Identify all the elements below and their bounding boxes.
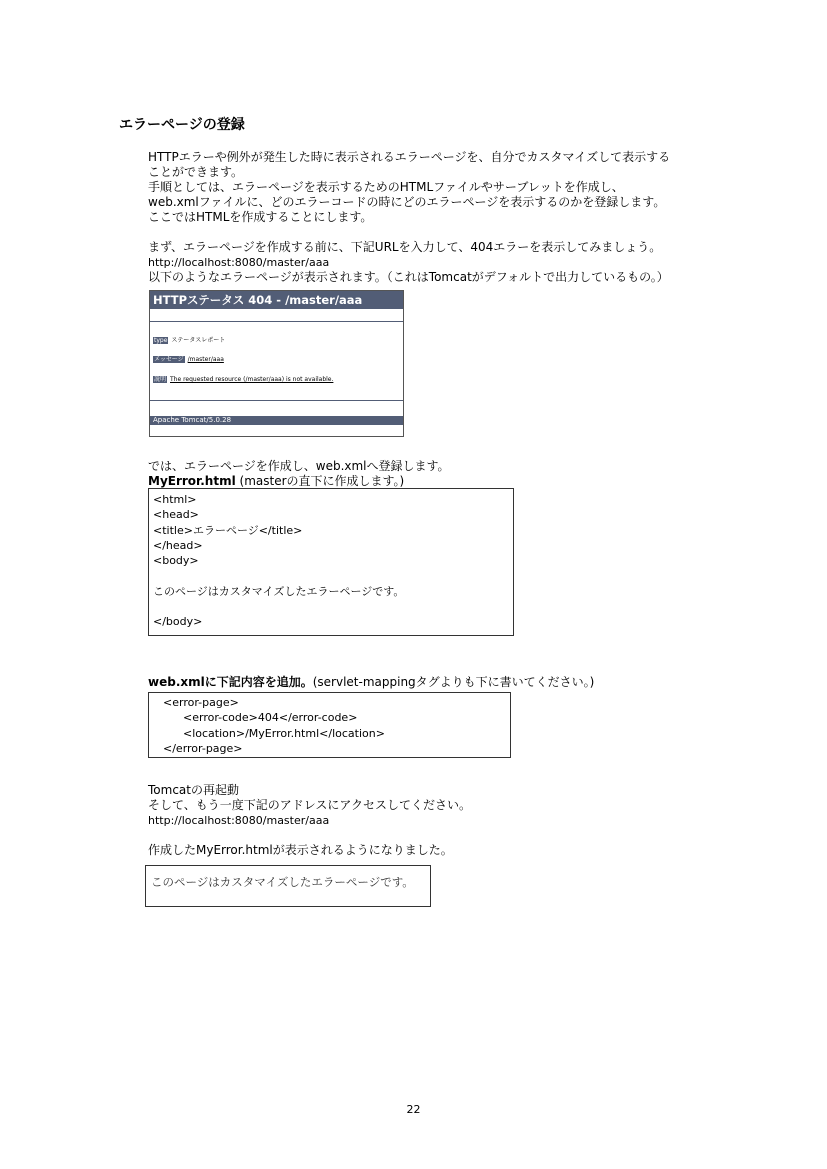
step4-line: 作成したMyError.htmlが表示されるようになりました。 bbox=[148, 843, 453, 857]
tomcat-type-row bbox=[153, 337, 225, 345]
result-box bbox=[145, 865, 431, 907]
step4-spacer bbox=[148, 828, 471, 843]
tomcat-title: HTTPステータス 404 - /master/aaa bbox=[150, 291, 403, 309]
step3-note: (servlet-mappingタグよりも下に書いてください。) bbox=[312, 675, 595, 689]
message-label: メッセージ bbox=[154, 356, 184, 363]
message-value: /master/aaa bbox=[187, 356, 224, 363]
code-line bbox=[153, 599, 513, 614]
code-line bbox=[153, 568, 513, 583]
code-line: <location>/MyError.html</location> bbox=[183, 726, 385, 740]
page-number: 22 bbox=[406, 1103, 421, 1116]
code-line: <title>エラーページ</title> bbox=[153, 523, 303, 537]
step1-text bbox=[148, 240, 669, 285]
code-line: このページはカスタマイズしたエラーページです。 bbox=[153, 584, 405, 598]
intro-line: ここではHTMLを作成することにします。 bbox=[148, 210, 373, 224]
step4-line: そして、もう一度下記のアドレスにアクセスしてください。 bbox=[148, 798, 472, 812]
code-line: <body> bbox=[153, 554, 199, 568]
step2-file-line bbox=[148, 474, 450, 489]
html-code-box bbox=[148, 488, 514, 636]
intro-paragraph bbox=[148, 150, 670, 225]
divider bbox=[150, 400, 403, 401]
step3-text bbox=[148, 675, 594, 690]
intro-line: HTTPエラーや例外が発生した時に表示されるエラーページを、自分でカスタマイズして表示する bbox=[148, 150, 671, 164]
file-note: (masterの直下に作成します。) bbox=[235, 474, 405, 488]
step1-line: 以下のようなエラーページが表示されます。（これはTomcatがデフォルトで出力しているもの。） bbox=[148, 270, 669, 284]
step4-text bbox=[148, 783, 471, 858]
type-value: ステータスレポート bbox=[171, 337, 226, 344]
desc-label: 説明 bbox=[154, 376, 167, 383]
tomcat-footer: Apache Tomcat/5.0.28 bbox=[150, 416, 403, 425]
xml-code-box bbox=[148, 692, 511, 758]
tomcat-404-screenshot bbox=[149, 290, 404, 437]
step4-line: Tomcatの再起動 bbox=[148, 783, 239, 797]
step2-line: では、エラーページを作成し、web.xmlへ登録します。 bbox=[148, 459, 450, 473]
code-line: </head> bbox=[153, 538, 203, 552]
step4-url: http://localhost:8080/master/aaa bbox=[148, 814, 330, 827]
tomcat-message-row bbox=[153, 356, 224, 364]
step1-line: まず、エラーページを作成する前に、下記URLを入力して、404エラーを表示してみましょう。 bbox=[148, 240, 662, 254]
divider bbox=[150, 321, 403, 322]
step1-url: http://localhost:8080/master/aaa bbox=[148, 256, 330, 269]
section-heading: エラーページの登録 bbox=[119, 117, 245, 133]
intro-line: web.xmlファイルに、どのエラーコードの時にどのエラーページを表示するのかを登録します。 bbox=[148, 195, 666, 209]
result-text: このページはカスタマイズしたエラーページです。 bbox=[151, 875, 414, 889]
type-label: type bbox=[154, 337, 168, 344]
code-line: <error-page> bbox=[163, 696, 239, 709]
desc-value: The requested resource (/master/aaa) is not available. bbox=[170, 376, 334, 383]
intro-line: 手順としては、エラーページを表示するためのHTMLファイルやサーブレットを作成し、 bbox=[148, 180, 624, 194]
code-line: <head> bbox=[153, 508, 199, 522]
file-name: MyError.html bbox=[148, 474, 236, 488]
code-line: <error-code>404</error-code> bbox=[183, 711, 358, 725]
step2-text bbox=[148, 459, 450, 489]
intro-line: ことができます。 bbox=[148, 165, 244, 179]
tomcat-desc-row bbox=[153, 376, 333, 384]
code-line: <html> bbox=[153, 493, 197, 506]
step3-bold: web.xmlに下記内容を追加。 bbox=[148, 675, 313, 689]
code-line: </error-page> bbox=[163, 741, 243, 755]
code-line: </body> bbox=[153, 615, 203, 629]
